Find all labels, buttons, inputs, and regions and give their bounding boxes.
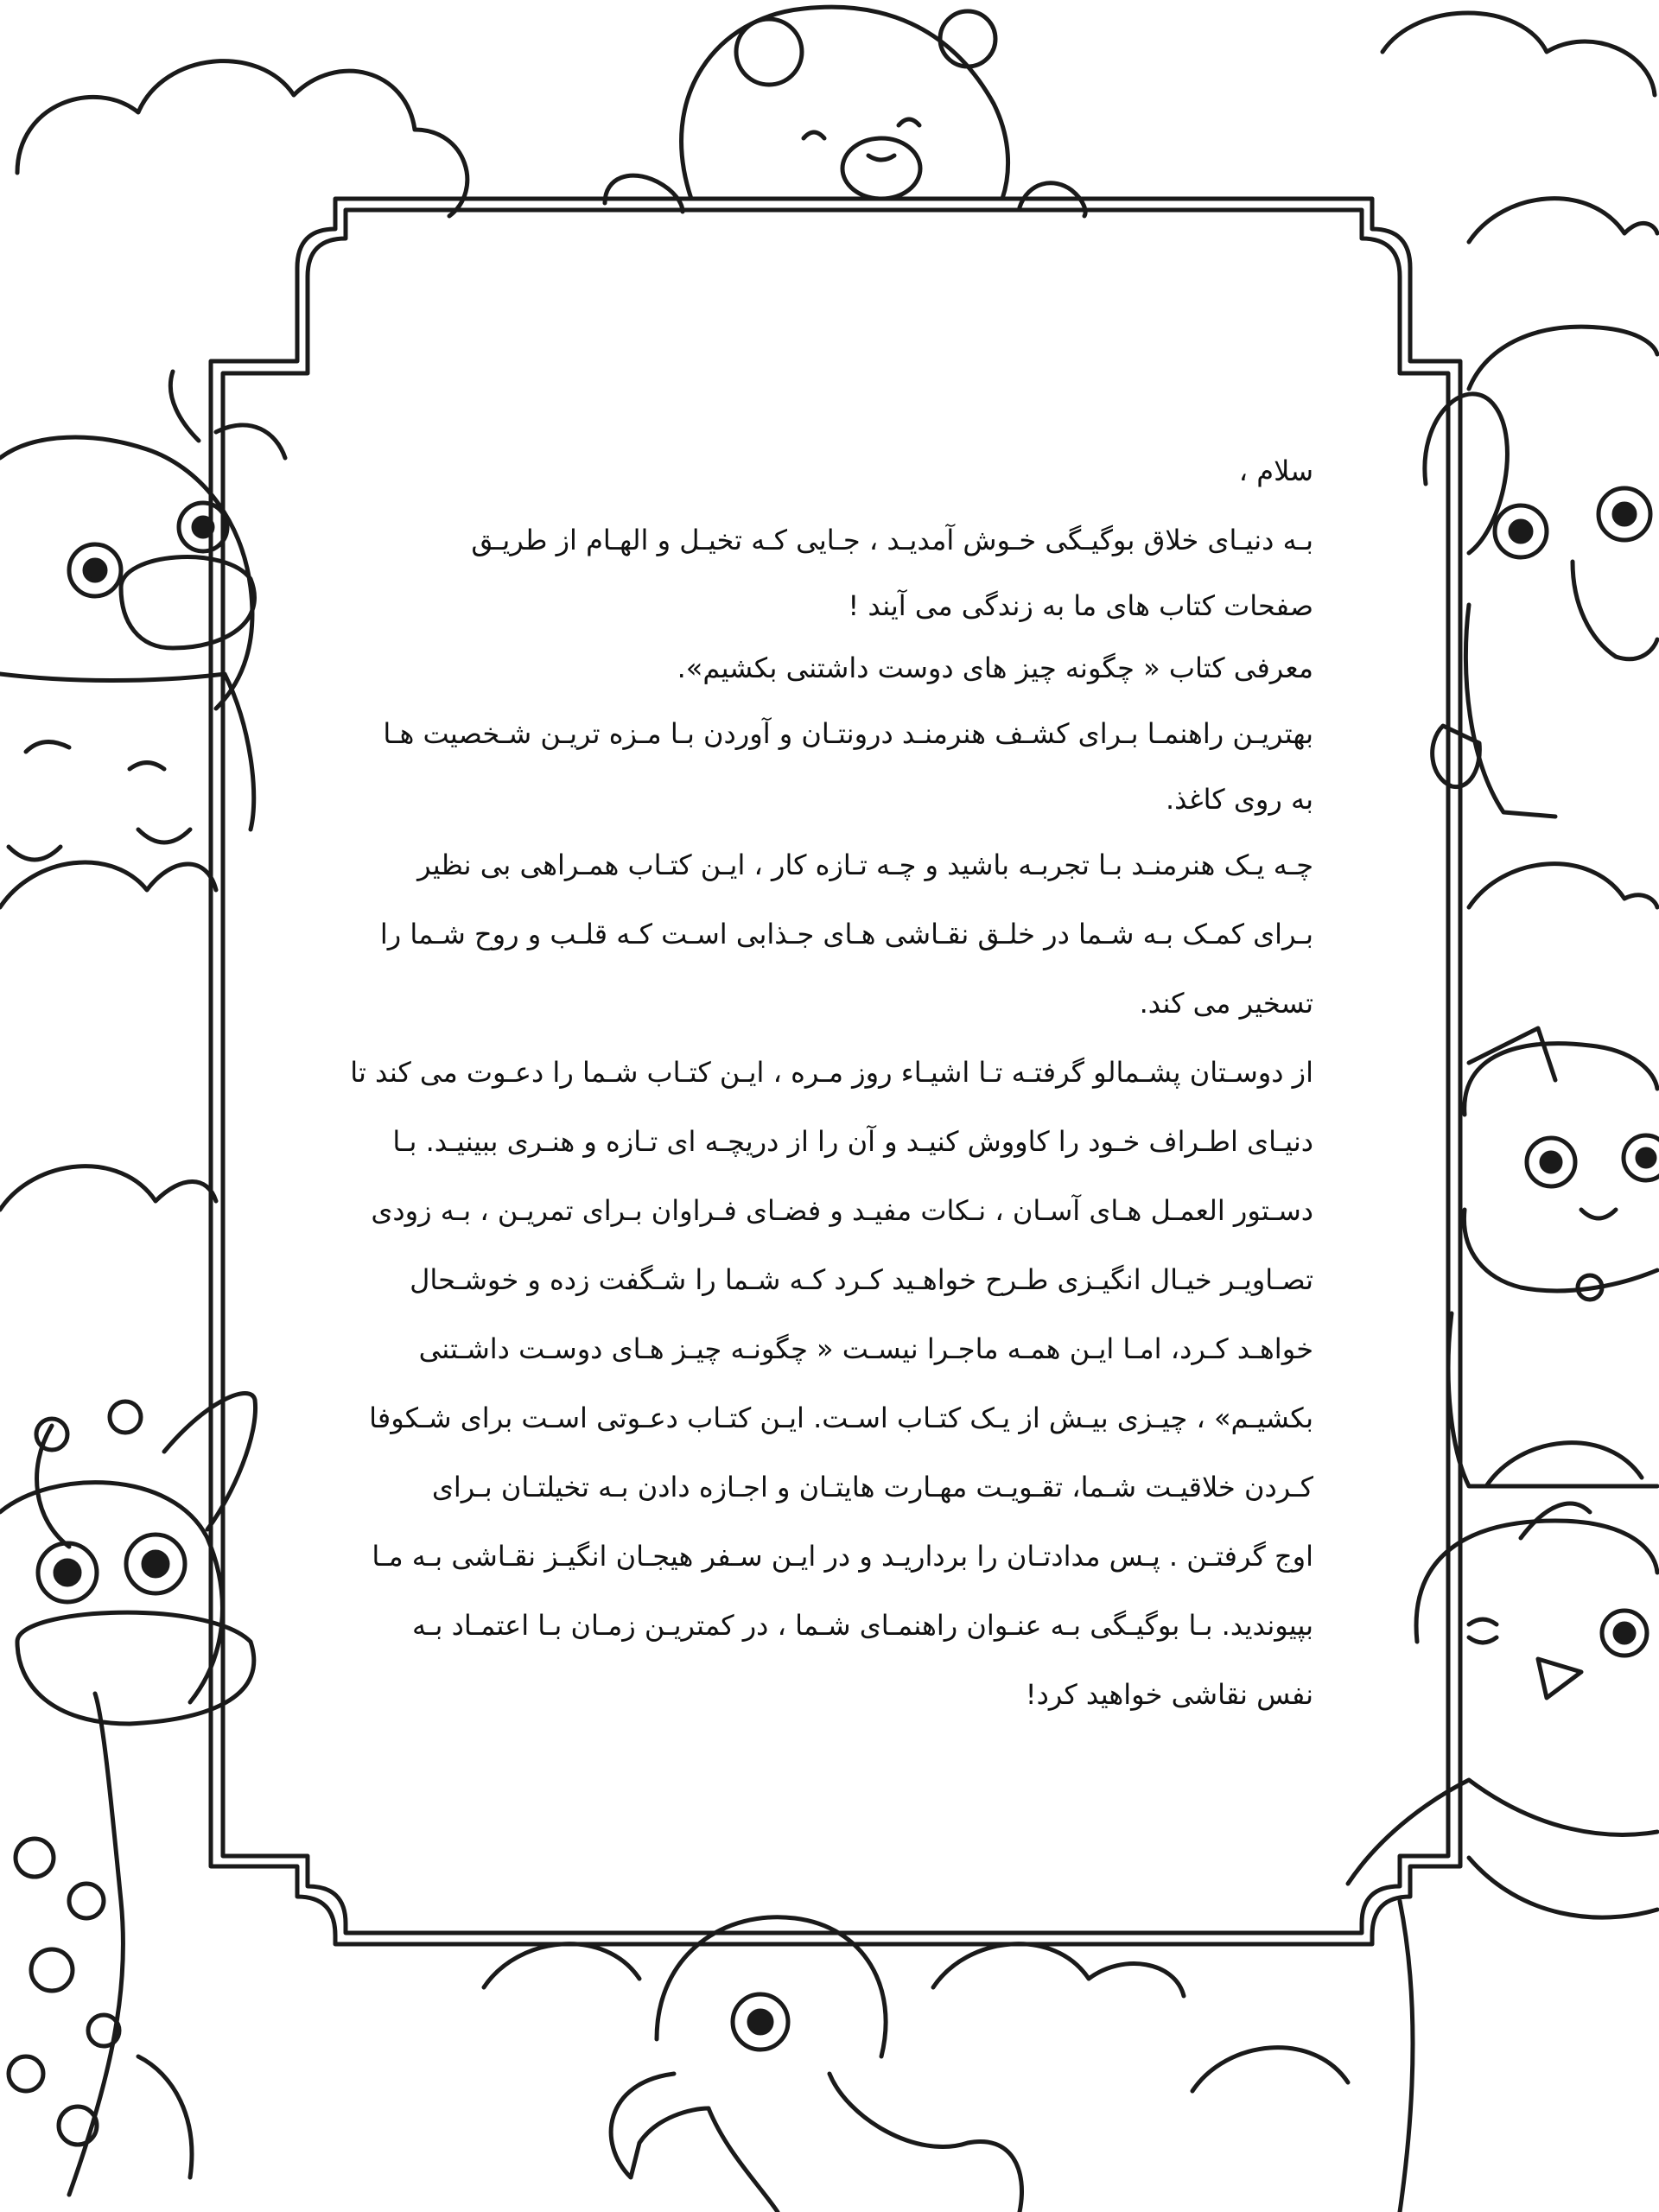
letter-line: به روی کاغذ. bbox=[1165, 783, 1313, 816]
letter-line: صفحات کتاب های ما به زندگی می آیند ! bbox=[848, 589, 1313, 622]
letter-line: دسـتور العمـل هـای آسـان ، نـکات مفیـد و فضـای فـراوان بـرای تمریـن ، بـه زودی bbox=[371, 1194, 1313, 1227]
cow-icon bbox=[0, 372, 285, 860]
giraffe-icon bbox=[0, 1394, 256, 2196]
letter-line: کـردن خلاقیـت شـما، تقـویـت مهـارت هایتـان و اجـازه دادن بـه تخیلتـان بـرای bbox=[431, 1471, 1313, 1503]
letter-line: اوج گرفتـن . پـس مدادتـان را برداریـد و در ایـن سـفر هیجـان انگیـز نقـاشی بـه مـا bbox=[372, 1540, 1313, 1573]
penguin-icon bbox=[1348, 1503, 1657, 2212]
letter-line: نفس نقاشی خواهید کرد! bbox=[1025, 1678, 1313, 1711]
letter-line: تسخیر می کند. bbox=[1139, 987, 1313, 1020]
bear-icon bbox=[605, 7, 1085, 216]
letter-line: معرفی کتاب « چگونه چیز های دوست داشتنی بکشیم». bbox=[677, 652, 1313, 684]
letter-line: دنیـای اطـراف خـود را کاووش کنیـد و آن را از دریچـه ای تـازه و هنـری ببینیـد. بـا bbox=[392, 1125, 1313, 1158]
letter-line: بهتریـن راهنمـا بـرای کشـف هنرمنـد درونتـان و آوردن بـا مـزه تریـن شـخصیت هـا bbox=[383, 717, 1313, 750]
letter-line: بـرای کمـک بـه شـما در خلـق نقـاشی هـای جـذابی اسـت کـه قلـب و روح شـما را bbox=[379, 918, 1313, 950]
greeting: سلام ، bbox=[1238, 454, 1313, 487]
letter-line: خواهـد کـرد، امـا ایـن همـه ماجـرا نیسـت « چگونـه چیـز هـای دوسـت داشـتنی bbox=[418, 1332, 1313, 1365]
letter-line: از دوسـتان پشـمالو گرفتـه تـا اشیـاء روز مـره ، ایـن کتـاب شـما را دعـوت می کند تا bbox=[350, 1056, 1313, 1089]
letter-line: بـه دنیـای خلاق بوگیـگی خـوش آمدیـد ، جـایی کـه تخیـل و الهـام از طریـق bbox=[471, 524, 1313, 556]
letter-line: چـه یـک هنرمنـد بـا تجربـه باشید و چـه تـازه کار ، ایـن کتـاب همـراهی بی نظیر bbox=[417, 849, 1313, 881]
introduction-letter bbox=[328, 436, 1313, 1729]
cat-icon bbox=[1448, 1028, 1659, 1486]
letter-line: بپیوندید. بـا بوگیـگی بـه عنـوان راهنمـای شـما ، در کمتریـن زمـان بـا اعتمـاد بـه bbox=[411, 1609, 1313, 1642]
letter-line: بکشیـم» ، چیـزی بیـش از یـک کتـاب اسـت. ایـن کتـاب دعـوتی اسـت برای شـکوفا bbox=[369, 1402, 1313, 1434]
letter-line: تصـاویـر خیـال انگیـزی طـرح خواهـید کـرد کـه شـما را شـگفت زده و خوشـحال bbox=[410, 1263, 1313, 1296]
